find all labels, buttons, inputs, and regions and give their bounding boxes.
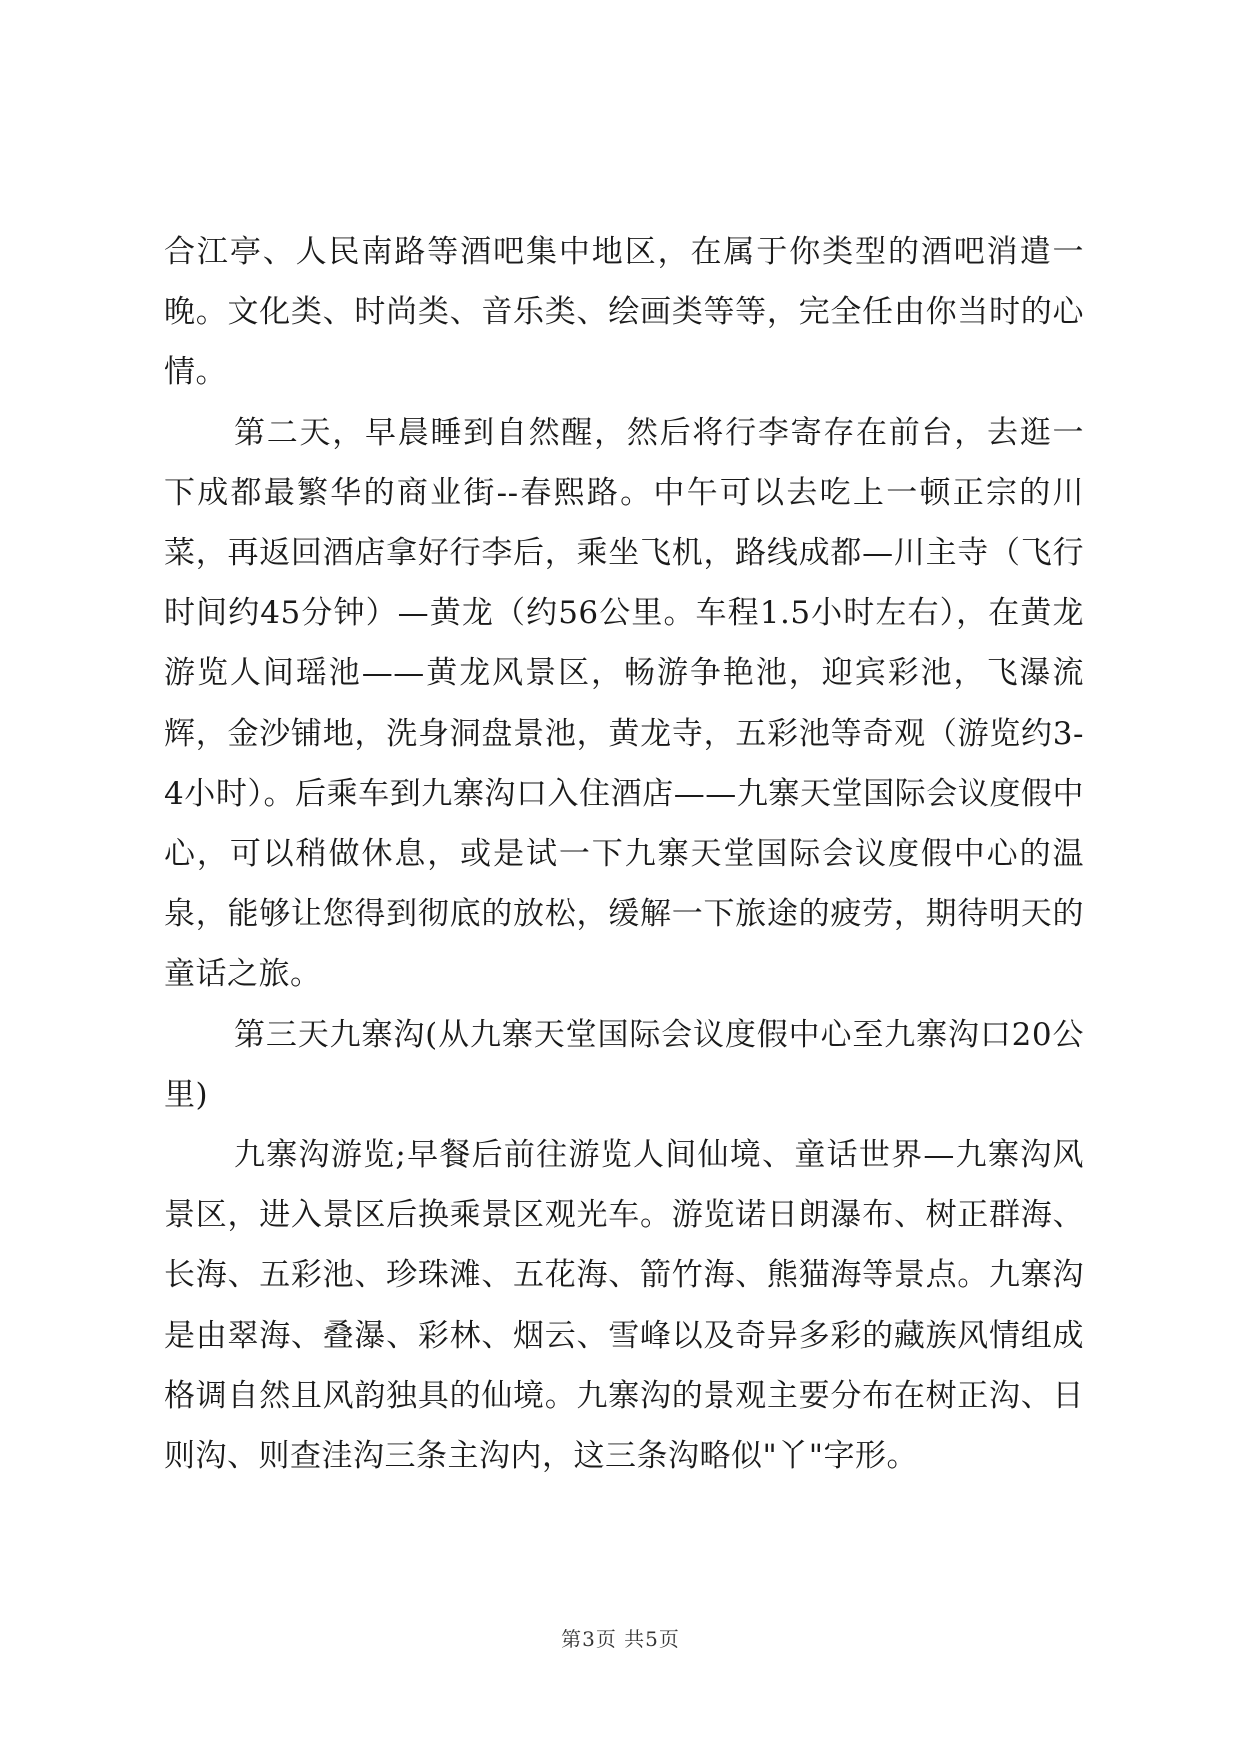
paragraph-1: 合江亭、人民南路等酒吧集中地区，在属于你类型的酒吧消遣一晚。文化类、时尚类、音乐类、绘画类等等，完全任由你当时的心情。	[164, 234, 1084, 391]
page-number-footer: 第3页 共5页	[561, 1627, 680, 1651]
paragraph-2: 第二天，早晨睡到自然醒，然后将行李寄存在前台，去逛一下成都最繁华的商业街--春熙路。中午可以去吃上一顿正宗的川菜，再返回酒店拿好行李后，乘坐飞机，路线成都—川主寺（飞行时间约45分钟）—黄龙（约56公里。车程1.5小时左右），在黄龙游览人间瑶池——黄龙风景区，畅游争艳池，迎宾彩池，飞瀑流辉，金沙铺地，洗身洞盘景池，黄龙寺，五彩池等奇观（游览约3-4小时）。后乘车到九寨沟口入住酒店——九寨天堂国际会议度假中心，可以稍做休息，或是试一下九寨天堂国际会议度假中心的温泉，能够让您得到彻底的放松，缓解一下旅途的疲劳，期待明天的童话之旅。	[164, 414, 1084, 993]
paragraph-4: 九寨沟游览;早餐后前往游览人间仙境、童话世界—九寨沟风景区，进入景区后换乘景区观光车。游览诺日朗瀑布、树正群海、长海、五彩池、珍珠滩、五花海、箭竹海、熊猫海等景点。九寨沟是由翠海、叠瀑、彩林、烟云、雪峰以及奇异多彩的藏族风情组成格调自然且风韵独具的仙境。九寨沟的景观主要分布在树正沟、日则沟、则查洼沟三条主沟内，这三条沟略似"丫"字形。	[164, 1137, 1084, 1475]
document-body	[164, 222, 1084, 1486]
paragraph-3: 第三天九寨沟(从九寨天堂国际会议度假中心至九寨沟口20公里)	[164, 1016, 1084, 1113]
